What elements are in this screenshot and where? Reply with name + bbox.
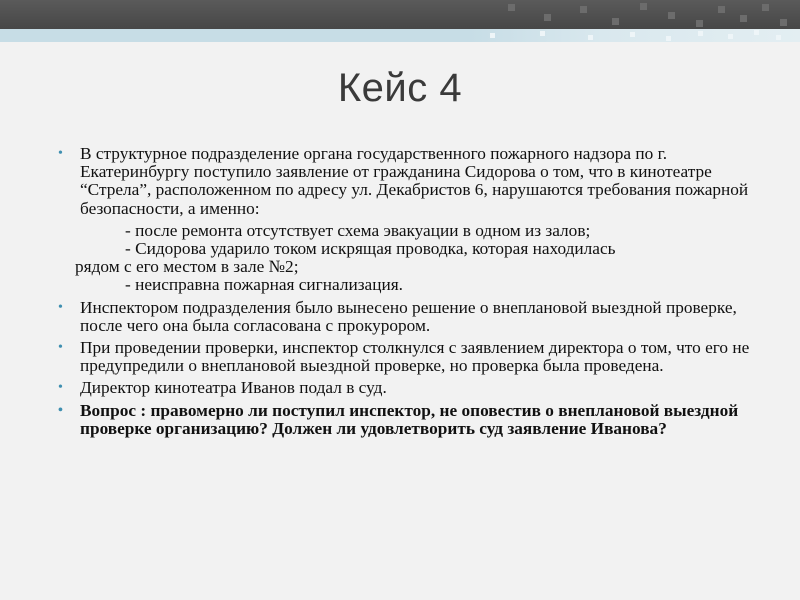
slide-content	[58, 145, 758, 442]
bullet-icon: •	[58, 402, 63, 418]
question-text: Вопрос : правомерно ли поступил инспектор, не оповестив о внеплановой выездной проверке организацию? Должен ли удовлетворить суд заявление Иванова?	[80, 400, 739, 438]
paragraph-text: Директор кинотеатра Иванов подал в суд.	[80, 378, 387, 398]
bullet-icon: •	[58, 299, 63, 315]
case-paragraph	[58, 145, 758, 218]
case-paragraph	[58, 299, 758, 335]
paragraph-text: Инспектором подразделения было вынесено решение о внеплановой выездной проверке, после чего она была согласована с прокурором.	[80, 297, 737, 335]
violation-item: - Сидорова ударило током искрящая проводка, которая находилась	[125, 239, 616, 259]
header-pattern	[500, 0, 800, 29]
accent-pattern	[470, 29, 800, 42]
question-paragraph	[58, 402, 758, 438]
violations-list	[58, 222, 758, 295]
violation-item: - после ремонта отсутствует схема эвакуации в одном из залов;	[125, 220, 591, 240]
bullet-icon: •	[58, 146, 63, 161]
case-paragraph	[58, 379, 758, 397]
violation-item-continuation: рядом с его местом в зале №2;	[75, 257, 299, 277]
violation-item: - неисправна пожарная сигнализация.	[125, 275, 403, 295]
paragraph-text: В структурное подразделение органа государственного пожарного надзора по г. Екатеринбургу поступило заявление от гражданина Сидорова о том, что в кинотеатре “Стрела”, расположенном по адресу ул. Декабристов 6, нарушаются требования пожарной безопасности, а именно:	[80, 144, 749, 218]
bullet-icon: •	[58, 380, 63, 396]
slide-title: Кейс 4	[337, 66, 463, 110]
bullet-icon: •	[58, 340, 63, 356]
paragraph-text: При проведении проверки, инспектор столкнулся с заявлением директора о том, что его не предупредили о внеплановой выездной проверке, но проверка была проведена.	[80, 338, 750, 376]
case-paragraph	[58, 339, 758, 375]
